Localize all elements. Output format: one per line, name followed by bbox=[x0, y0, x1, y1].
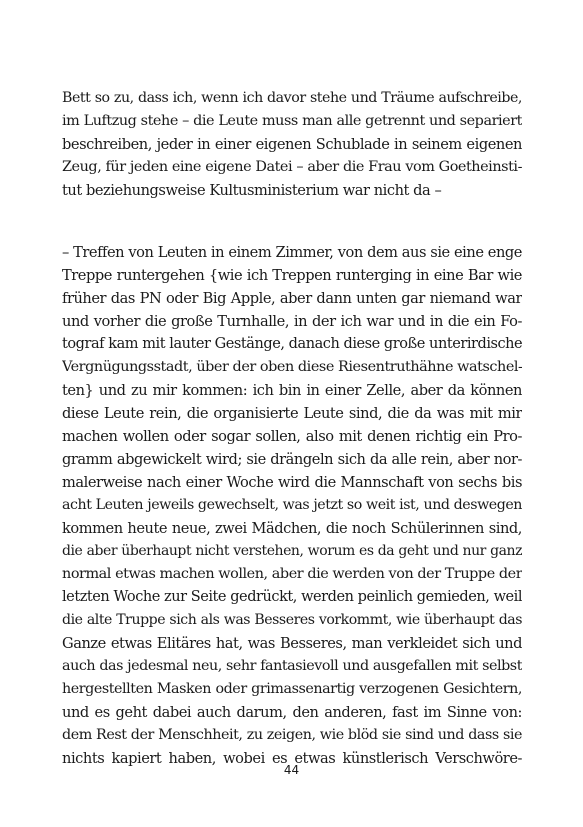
text-line: und vorher die große Turnhalle, in der ich war und in die ein Fo- bbox=[62, 313, 522, 330]
page-number: 44 bbox=[283, 763, 300, 777]
text-line: Treppe runtergehen {wie ich Treppen runterging in eine Bar wie bbox=[62, 267, 522, 284]
text-line: tograf kam mit lauter Gestänge, danach diese große unterirdische bbox=[62, 336, 522, 352]
text-line: tut beziehungsweise Kultusministerium war nicht da – bbox=[62, 182, 442, 199]
paragraph-2 bbox=[62, 241, 522, 770]
text-line: Vergnügungsstadt, über der oben diese Riesentruthähne watschel- bbox=[62, 359, 522, 375]
text-line: hergestellten Masken oder grimassenartig verzogenen Gesichtern, bbox=[62, 681, 522, 697]
text-line: letzten Woche zur Seite gedrückt, werden peinlich gemieden, weil bbox=[62, 589, 522, 605]
text-line: machen wollen oder sogar sollen, also mit denen richtig ein Pro- bbox=[62, 428, 522, 445]
text-line: beschreiben, jeder in einer eigenen Schublade in seinem eigenen bbox=[62, 136, 522, 153]
text-line: die alte Truppe sich als was Besseres vorkommt, wie überhaupt das bbox=[62, 612, 522, 628]
text-line: diese Leute rein, die organisierte Leute sind, die da was mit mir bbox=[62, 405, 522, 422]
text-line: im Luftzug stehe – die Leute muss man alle getrennt und separiert bbox=[62, 113, 522, 129]
text-line: früher das PN oder Big Apple, aber dann unten gar niemand war bbox=[62, 290, 522, 307]
text-line: ten} und zu mir kommen: ich bin in einer Zelle, aber da können bbox=[62, 382, 522, 399]
text-line: Bett so zu, dass ich, wenn ich davor stehe und Träume aufschreibe, bbox=[62, 90, 522, 106]
text-line: Zeug, für jeden eine eigene Datei – aber die Frau vom Goetheinsti- bbox=[62, 159, 522, 175]
text-line: acht Leuten jeweils gewechselt, was jetzt so weit ist, und deswegen bbox=[62, 497, 522, 513]
text-line: Ganze etwas Elitäres hat, was Besseres, man verkleidet sich und bbox=[62, 635, 522, 652]
text-line: malerweise nach einer Woche wird die Mannschaft von sechs bis bbox=[62, 474, 522, 491]
paragraph-1 bbox=[62, 87, 522, 202]
text-line: die aber überhaupt nicht verstehen, worum es da geht und nur ganz bbox=[62, 543, 522, 559]
text-line: auch das jedesmal neu, sehr fantasievoll und ausgefallen mit selbst bbox=[62, 658, 522, 674]
text-line: gramm abgewickelt wird; sie drängeln sich da alle rein, aber nor- bbox=[62, 451, 522, 468]
text-line: dem Rest der Menschheit, zu zeigen, wie blöd sie sind und dass sie bbox=[62, 727, 522, 743]
text-line: kommen heute neue, zwei Mädchen, die noch Schülerinnen sind, bbox=[62, 520, 522, 537]
text-line: und es geht dabei auch darum, den anderen, fast im Sinne von: bbox=[62, 704, 522, 721]
text-line: nichts kapiert haben, wobei es etwas künstlerisch Verschwöre- bbox=[62, 750, 522, 767]
text-line: – Treffen von Leuten in einem Zimmer, von dem aus sie eine enge bbox=[62, 244, 522, 261]
text-line: normal etwas machen wollen, aber die werden von der Truppe der bbox=[62, 566, 522, 582]
